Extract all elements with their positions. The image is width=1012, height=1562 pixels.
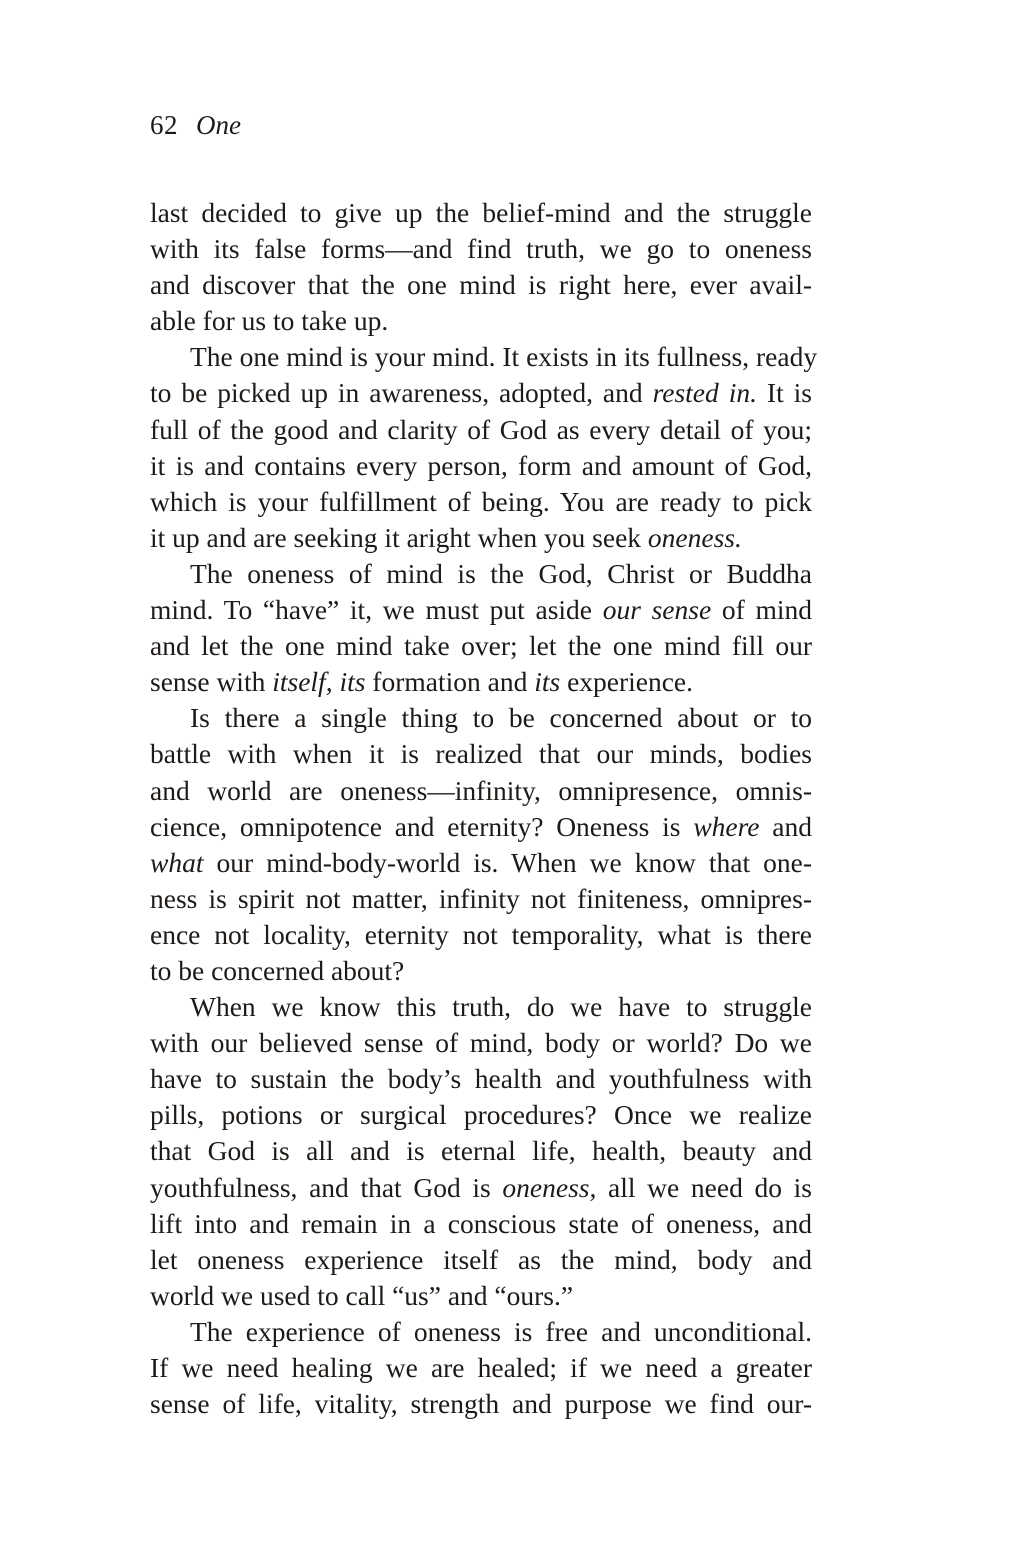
- emphasis: what: [150, 846, 204, 878]
- text-line: The one mind is your mind. It exists in its fullness, ready: [190, 341, 818, 373]
- emphasis: our sense: [602, 594, 712, 626]
- page-number: 62: [150, 110, 178, 140]
- text-line: ness is spirit not matter, infinity not finiteness, omnipres-: [150, 882, 812, 914]
- text-line: with its false forms—and find truth, we go to oneness: [150, 233, 812, 265]
- text-line: full of the good and clarity of God as every detail of you;: [150, 413, 812, 445]
- running-head-title: One: [196, 110, 241, 140]
- text-line: sense with itself, its formation and its experience.: [150, 666, 694, 698]
- text-line: with our believed sense of mind, body or world? Do we: [150, 1027, 812, 1059]
- paragraph: [150, 339, 818, 556]
- emphasis: oneness,: [502, 1171, 597, 1203]
- text-line: battle with when it is realized that our minds, bodies: [150, 738, 812, 770]
- paragraph: [150, 700, 812, 989]
- text-line: what our mind-body-world is. When we know that one-: [150, 846, 812, 878]
- text-line: to be concerned about?: [150, 954, 405, 986]
- text-line: and world are oneness—infinity, omnipresence, omnis-: [150, 774, 812, 806]
- text-line: cience, omnipotence and eternity? Oneness is where and: [150, 810, 812, 842]
- text-line: The experience of oneness is free and unconditional.: [190, 1315, 812, 1347]
- text-line: last decided to give up the belief-mind and the struggle: [150, 197, 812, 228]
- running-head: [150, 108, 241, 142]
- text-line: When we know this truth, do we have to struggle: [190, 991, 812, 1023]
- body-text: [150, 195, 818, 1422]
- text-line: If we need healing we are healed; if we need a greater: [150, 1352, 812, 1383]
- text-line: have to sustain the body’s health and youthfulness with: [150, 1063, 812, 1095]
- emphasis: its: [534, 666, 561, 698]
- paragraph: [150, 1314, 812, 1422]
- emphasis: itself, its: [272, 666, 366, 698]
- text-line: let oneness experience itself as the mind, body and: [150, 1243, 812, 1275]
- text-line: that God is all and is eternal life, health, beauty and: [150, 1135, 812, 1167]
- text-line: Is there a single thing to be concerned about or to: [190, 702, 812, 734]
- text-line: lift into and remain in a conscious state of oneness, and: [150, 1207, 812, 1239]
- emphasis: where: [693, 810, 760, 842]
- text-line: The oneness of mind is the God, Christ or Buddha: [190, 557, 812, 589]
- paragraph: [150, 556, 812, 700]
- text-line: it is and contains every person, form and amount of God,: [150, 449, 812, 481]
- emphasis: rested in.: [652, 377, 757, 409]
- text-line: mind. To “have” it, we must put aside our sense of mind: [150, 594, 812, 626]
- text-line: world we used to call “us” and “ours.”: [150, 1279, 574, 1311]
- text-line: to be picked up in awareness, adopted, and rested in. It is: [150, 377, 813, 409]
- text-line: and discover that the one mind is right here, ever avail-: [150, 269, 812, 301]
- text-line: able for us to take up.: [150, 305, 389, 337]
- text-line: which is your fulfillment of being. You are ready to pick: [150, 485, 812, 517]
- paragraph: [150, 989, 812, 1314]
- emphasis: oneness.: [647, 521, 742, 553]
- text-line: and let the one mind take over; let the one mind fill our: [150, 630, 812, 662]
- text-line: youthfulness, and that God is oneness, all we need do is: [150, 1171, 812, 1203]
- paragraph: [150, 195, 812, 339]
- text-line: ence not locality, eternity not temporality, what is there: [150, 918, 812, 950]
- text-line: it up and are seeking it aright when you seek oneness.: [150, 521, 742, 553]
- text-line: pills, potions or surgical procedures? Once we realize: [150, 1099, 812, 1131]
- text-line: sense of life, vitality, strength and purpose we find our-: [150, 1388, 812, 1420]
